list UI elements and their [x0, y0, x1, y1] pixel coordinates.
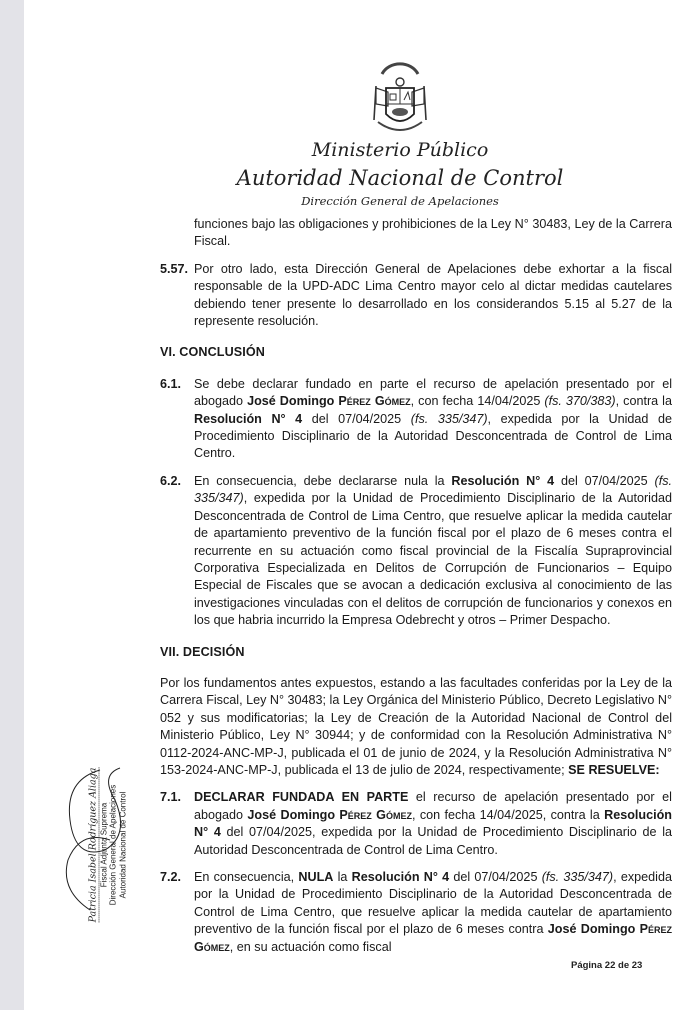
- text: , en su actuación como fiscal: [229, 939, 392, 954]
- ruling: NULA: [298, 870, 334, 884]
- text: En consecuencia,: [194, 870, 299, 884]
- folio-reference: (fs. 335/347): [194, 473, 672, 506]
- authority-name: Autoridad Nacional de Control: [236, 166, 564, 190]
- appellant-name: José Domingo Pérez Gómez: [247, 394, 411, 409]
- appellant-name: José Domingo Pérez Gómez: [247, 807, 412, 822]
- item-number: 6.2.: [160, 473, 182, 488]
- text: el recurso de apelación presentado por el abogado: [194, 790, 672, 822]
- document-body: [160, 216, 672, 966]
- stamp-text: [88, 768, 127, 923]
- resolution-reference: Resolución N° 4: [351, 870, 450, 884]
- page-of: de: [618, 960, 630, 971]
- text: Por los fundamentos antes expuestos, estando a las facultades conferidas por la Ley de la Carrera Fiscal, Ley N° 30483; la Ley Orgánica del Ministerio Público, Decreto Legislativo N° 052 y sus modificatorias; la Ley de Creación de la Autoridad Nacional de Control del Ministerio Público, Ley N° 30944; y de conformidad con la Resolución Administrativa N° 0112-2024-ANC-MP-J, publicada el 01 de junio de 2024, y la Resolución Administrativa N° 153-2024-ANC-MP-J, publicada el 13 de julio de 2024, respectivamente;: [160, 675, 672, 777]
- item-6-2: [160, 473, 672, 630]
- item-number: 7.2.: [160, 870, 182, 884]
- ruling: DECLARAR FUNDADA EN PARTE: [194, 790, 409, 805]
- text: del 07/04/2025: [302, 411, 411, 426]
- text: del 07/04/2025: [554, 473, 655, 488]
- text: , expedida por la Unidad de Procedimiento Disciplinario de la Autoridad Desconcentrada de Control de Lima Centro.: [194, 411, 672, 461]
- text: del 07/04/2025: [449, 870, 542, 884]
- text: , contra la: [615, 394, 672, 409]
- item-6-1: [160, 376, 672, 463]
- text: , expedida por la Unidad de Procedimiento Disciplinario de la Autoridad Desconcentrada de Control de Lima Centro, que resuelve aplicar la medida cautelar de apartamiento preventivo de la función fiscal por el plazo de 6 meses contra: [194, 870, 672, 937]
- text: Se debe declarar fundado en parte el recurso de apelación presentado por el abogado: [194, 376, 672, 409]
- item-number: 6.1.: [160, 376, 182, 391]
- item-number: 5.57.: [160, 261, 189, 276]
- signatory-office: Dirección General de Apelaciones: [108, 784, 117, 906]
- peru-coat-of-arms-icon: [368, 58, 432, 140]
- appellant-name: José Domingo Pérez Gómez: [194, 922, 673, 954]
- text: , con fecha 14/04/2025, contra la: [411, 807, 605, 822]
- item-number: 7.1.: [160, 790, 182, 805]
- page-label: Página: [571, 960, 603, 971]
- text: la: [333, 870, 352, 884]
- text: , expedida por la Unidad de Procedimiento Disciplinario de la Autoridad Desconcentrada de Control de Lima Centro, que resuelve aplicar la medida cautelar de apartamiento preventivo de la función fiscal por el plazo de 6 meses contra el recurrente en su actuación como fiscal provincial de la Fiscalía Supraprovincial Corporativa Especializada en Delitos de Corrupción de Funcionarios – Equipo Especial de Fiscales que se avocan a dedicación exclusiva al conocimiento de las investigaciones vinculadas con el delitos de corrupción de funcionarios y conexos en los que habria incurrido la Empresa Odebrecht y otros – Primer Despacho.: [194, 491, 672, 628]
- item-7-1: [160, 789, 672, 859]
- folio-reference: (fs. 335/347): [541, 870, 614, 884]
- section-heading-decision: VII. DECISIÓN: [160, 644, 245, 659]
- continuation-paragraph: funciones bajo las obligaciones y prohibiciones de la Ley N° 30483, Ley de la Carrera Fiscal.: [194, 217, 672, 249]
- resolution-reference: Resolución N° 4: [194, 807, 672, 840]
- resolution-reference: Resolución N° 4: [451, 473, 555, 488]
- item-7-2: [160, 869, 672, 956]
- resolve-label: SE RESUELVE:: [568, 762, 660, 777]
- signature-stamp: [60, 760, 155, 930]
- item-5-57: [160, 261, 672, 331]
- signatory-authority: Autoridad Nacional de Control: [117, 791, 127, 899]
- directorate-name: Dirección General de Apelaciones: [301, 194, 499, 208]
- signatory-name: Patricia Isabel Rodríguez Aliaga: [87, 767, 98, 923]
- decision-intro: [160, 675, 672, 779]
- current-page: 22: [604, 960, 616, 971]
- item-text: Por otro lado, esta Dirección General de Apelaciones debe exhortar a la fiscal responsable de la UPD-ADC Lima Centro mayor celo al dictar medidas cautelares debiendo tener presente lo desarrollado en los considerandos 5.15 al 5.27 de la represente resolución.: [194, 261, 672, 329]
- total-pages: 23: [631, 960, 643, 971]
- signatory-title: Fiscal Adjunta Suprema: [98, 802, 108, 888]
- text: del 07/04/2025, expedida por la Unidad de Procedimiento Disciplinario de la Autoridad Desconcentrada de Control de Lima Centro.: [194, 825, 672, 857]
- resolution-reference: Resolución N° 4: [194, 411, 303, 426]
- folio-reference: (fs. 335/347): [410, 411, 488, 426]
- text: , con fecha 14/04/2025: [410, 394, 545, 409]
- institution-name: Ministerio Público: [311, 139, 489, 161]
- section-heading-conclusion: VI. CONCLUSIÓN: [160, 345, 265, 360]
- page-number: [571, 960, 642, 971]
- folio-reference: (fs. 370/383): [544, 394, 616, 409]
- text: En consecuencia, debe declararse nula la: [194, 473, 452, 488]
